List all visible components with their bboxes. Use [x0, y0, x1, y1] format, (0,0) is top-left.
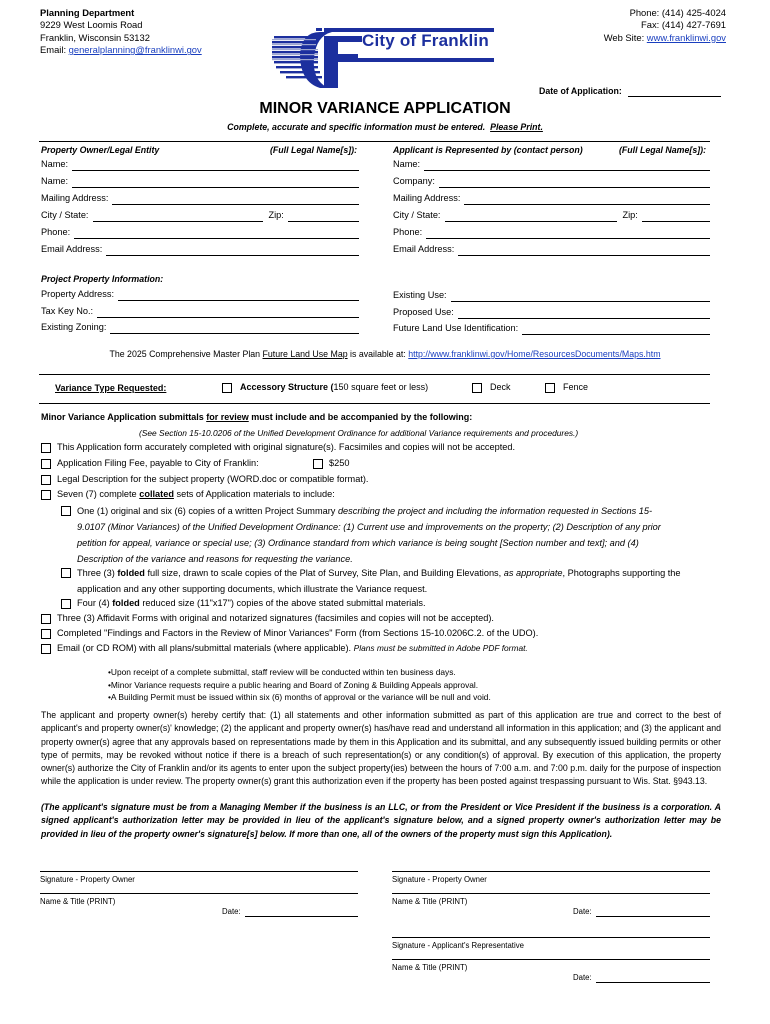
option-fence[interactable]: Fence [545, 382, 588, 393]
existing-zoning-field[interactable] [110, 324, 359, 334]
bullet-list [108, 666, 491, 704]
fax: Fax: (414) 427-7691 [641, 19, 726, 31]
owner-mailing-field[interactable] [112, 195, 359, 205]
option-accessory-structure[interactable]: Accessory Structure (150 square feet or less) [222, 382, 428, 393]
owner-name2-field[interactable] [72, 178, 359, 188]
header-right [604, 7, 726, 44]
item-legal-description: Legal Description for the subject property (WORD.doc or compatible format). [41, 474, 368, 486]
owner-name-label-1: Name & Title (PRINT) [40, 897, 116, 906]
item3-checkbox[interactable] [41, 475, 51, 485]
applicant-city-field[interactable] [445, 212, 617, 222]
email-line: Email: generalplanning@franklinwi.gov [40, 44, 202, 56]
maps-link[interactable]: http://www.franklinwi.gov/Home/ResourcesDocuments/Maps.htm [408, 349, 661, 359]
item-collated-sets: Seven (7) complete collated sets of Application materials to include: [41, 489, 335, 501]
applicant-email-row: Email Address: [393, 244, 710, 256]
item4-checkbox[interactable] [41, 490, 51, 500]
item2-checkbox[interactable] [41, 459, 51, 469]
applicant-phone-row: Phone: [393, 227, 710, 239]
email-link[interactable]: generalplanning@franklinwi.gov [68, 44, 202, 56]
owner-date-row-2: Date: [573, 907, 710, 917]
accessory-structure-checkbox[interactable] [222, 383, 232, 393]
deck-checkbox[interactable] [472, 383, 482, 393]
signature-note: (The applicant's signature must be from a Managing Member if the business is an LLC, or from the President or Vice President if the business is a corporation. A signed applicant's authorization letter may be provided in lieu of the applicant's signature below, and a signed property owner's authorization letter may be provided in lieu of the property owner's signature[s] below. If more than one, all of the owners of the property must sign this Application). [41, 802, 721, 839]
owner-name1-row: Name: [41, 159, 359, 171]
existing-use-row: Existing Use: [393, 290, 710, 302]
item-fee-amount: $250 [313, 458, 349, 470]
owner-heading-note: (Full Legal Name[s]): [270, 145, 357, 155]
web-link[interactable]: www.franklinwi.gov [646, 31, 726, 43]
applicant-zip-field[interactable] [642, 212, 710, 222]
item-filing-fee: Application Filing Fee, payable to City of Franklin: [41, 458, 259, 470]
item-email-cd: Email (or CD ROM) with all plans/submittal materials (where applicable). Plans must be submitted in Adobe PDF format. [41, 643, 528, 655]
applicant-name-row: Name: [393, 159, 710, 171]
owner-heading: Property Owner/Legal Entity [41, 145, 160, 155]
page-subtitle: Complete, accurate and specific information must be entered. Please Print. [227, 122, 543, 132]
item5-checkbox[interactable] [41, 614, 51, 624]
owner-city-row: City / State: Zip: [41, 210, 359, 222]
rep-name-label: Name & Title (PRINT) [392, 963, 468, 972]
owner-name-label-2: Name & Title (PRINT) [392, 897, 468, 906]
dept-name: Planning Department [40, 7, 135, 18]
date-of-application: Date of Application: [539, 86, 721, 97]
phone: Phone: (414) 425-4024 [629, 7, 726, 18]
owner-name1-field[interactable] [72, 161, 359, 171]
rep-signature-line[interactable] [392, 937, 710, 938]
future-land-use-row: Future Land Use Identification: [393, 323, 710, 335]
applicant-email-field[interactable] [458, 246, 710, 256]
applicant-mailing-field[interactable] [464, 195, 710, 205]
sub2-checkbox[interactable] [61, 568, 71, 578]
owner-date-field-1[interactable] [245, 907, 358, 917]
variance-type-label: Variance Type Requested: [55, 383, 167, 393]
address-line1: 9229 West Loomis Road [40, 19, 143, 31]
applicant-phone-field[interactable] [426, 229, 710, 239]
plan-note: The 2025 Comprehensive Master Plan Future Land Use Map is available at: http://www.franklinwi.gov/Home/ResourcesDocuments/Maps.htm [109, 349, 661, 359]
bullet-item: •Minor Variance requests require a public hearing and Board of Zoning & Building Appeals approval. [108, 679, 479, 690]
owner-signature-label-1: Signature - Property Owner [40, 875, 135, 884]
owner-phone-row: Phone: [41, 227, 359, 239]
owner-date-row-1: Date: [222, 907, 358, 917]
sub-item-full-size-copies: Three (3) folded full size, drawn to scale copies of the Plat of Survey, Site Plan, and Building Elevations, as appropriate, Photographs supporting the application and any other supporting documents, which illustrate the Variance request. [61, 567, 681, 597]
existing-zoning-row: Existing Zoning: [41, 322, 359, 334]
rep-date-field[interactable] [596, 973, 710, 983]
future-land-use-field[interactable] [522, 325, 710, 335]
owner-name2-row: Name: [41, 176, 359, 188]
item-application-form: This Application form accurately completed with original signature(s). Facsimiles and copies will not be accepted. [41, 442, 515, 454]
owner-mailing-row: Mailing Address: [41, 193, 359, 205]
submittals-heading: Minor Variance Application submittals for review must include and be accompanied by the following: [41, 412, 473, 422]
sub-item-project-summary: One (1) original and six (6) copies of a written Project Summary describing the project and including the information requested in Sections 15- 9.0107 (Minor Variances) of the Unified Development Ordinance: (1) Current use and improvements on the property; (2) Description of any prior petition for appeal, variance or special use; (3) Ordinance standard from which variance is being sought [Section number and text]; and (4) Description of the variance and reasons for requesting the variance. [61, 505, 661, 567]
tax-key-row: Tax Key No.: [41, 306, 359, 318]
certification-text: The applicant and property owner(s) hereby certify that: (1) all statements and other information submitted as part of this application are true and correct to the best of applicant's and property owner(s)' knowledge; (2) the applicant and property owner(s) has/have read and understand all information in this application; and (3) the applicant and property owner(s) agree that any approvals based on representations made by them in this Application and its submittal, and any subsequently issued building permits or other type of permits, may be revoked without notice if there is a breach of such representation(s) or any condition(s) of approval. By execution of this application, the property owner(s) authorize the City of Franklin and/or its agents to enter upon the subject property(ies) between the hours of 7:00 a.m. and 7:00 p.m. daily for the purpose of inspection while the application is under review. The property owner(s) grant this authorization even if the property has been posted against trespassing pursuant to Wis. Stat. §943.13. [41, 710, 721, 787]
fee-checkbox[interactable] [313, 459, 323, 469]
owner-email-field[interactable] [106, 246, 359, 256]
page-title: MINOR VARIANCE APPLICATION [259, 100, 511, 117]
header-left [40, 7, 202, 57]
web-line: Web Site: www.franklinwi.gov [603, 31, 726, 43]
owner-city-field[interactable] [93, 212, 263, 222]
applicant-name-field[interactable] [424, 161, 710, 171]
item7-checkbox[interactable] [41, 644, 51, 654]
rep-name-line[interactable] [392, 959, 710, 960]
submittals-see: (See Section 15-10.0206 of the Unified Development Ordinance for additional Variance requirements and procedures.) [139, 428, 579, 438]
owner-phone-field[interactable] [74, 229, 359, 239]
property-address-field[interactable] [118, 291, 359, 301]
item-affidavit-forms: Three (3) Affidavit Forms with original and notarized signatures (facsimiles and copies will not be accepted). [41, 613, 494, 625]
item6-checkbox[interactable] [41, 629, 51, 639]
owner-signature-label-2: Signature - Property Owner [392, 875, 487, 884]
sub-item-reduced-copies: Four (4) folded reduced size (11"x17") copies of the above stated submittal materials. [61, 598, 426, 610]
owner-name-line-1[interactable] [40, 893, 358, 894]
city-logo [272, 28, 496, 92]
owner-email-row: Email Address: [41, 244, 359, 256]
applicant-mailing-row: Mailing Address: [393, 193, 710, 205]
owner-date-field-2[interactable] [596, 907, 710, 917]
address-line2: Franklin, Wisconsin 53132 [40, 31, 150, 43]
bullet-item: •A Building Permit must be issued within six (6) months of approval or the variance will be null and void. [108, 692, 491, 703]
rep-signature-label: Signature - Applicant's Representative [392, 941, 524, 950]
logo-text: City of Franklin [362, 31, 489, 50]
fence-checkbox[interactable] [545, 383, 555, 393]
tax-key-field[interactable] [97, 308, 359, 318]
rep-date-row: Date: [573, 973, 710, 983]
applicant-company-field[interactable] [439, 178, 710, 188]
option-deck[interactable]: Deck [472, 382, 511, 393]
item-findings-form: Completed "Findings and Factors in the Review of Minor Variances" Form (from Sections 15-10.0206C.2. of the UDO). [41, 628, 538, 640]
owner-signature-line-1[interactable] [40, 871, 358, 872]
owner-name-line-2[interactable] [392, 893, 710, 894]
applicant-heading-note: (Full Legal Name[s]): [619, 145, 706, 155]
applicant-company-row: Company: [393, 176, 710, 188]
bullet-item: •Upon receipt of a complete submittal, staff review will be conducted within ten business days. [108, 667, 456, 677]
project-heading: Project Property Information: [41, 274, 164, 284]
applicant-heading: Applicant is Represented by (contact person) [393, 145, 583, 155]
item1-checkbox[interactable] [41, 443, 51, 453]
sub3-checkbox[interactable] [61, 599, 71, 609]
owner-signature-line-2[interactable] [392, 871, 710, 872]
heading-rule [39, 141, 710, 142]
existing-use-field[interactable] [451, 292, 710, 302]
proposed-use-field[interactable] [458, 309, 710, 319]
owner-zip-field[interactable] [288, 212, 359, 222]
date-of-application-field[interactable] [628, 87, 721, 97]
property-address-row: Property Address: [41, 289, 359, 301]
applicant-city-row: City / State: Zip: [393, 210, 710, 222]
sub1-checkbox[interactable] [61, 506, 71, 516]
proposed-use-row: Proposed Use: [393, 307, 710, 319]
